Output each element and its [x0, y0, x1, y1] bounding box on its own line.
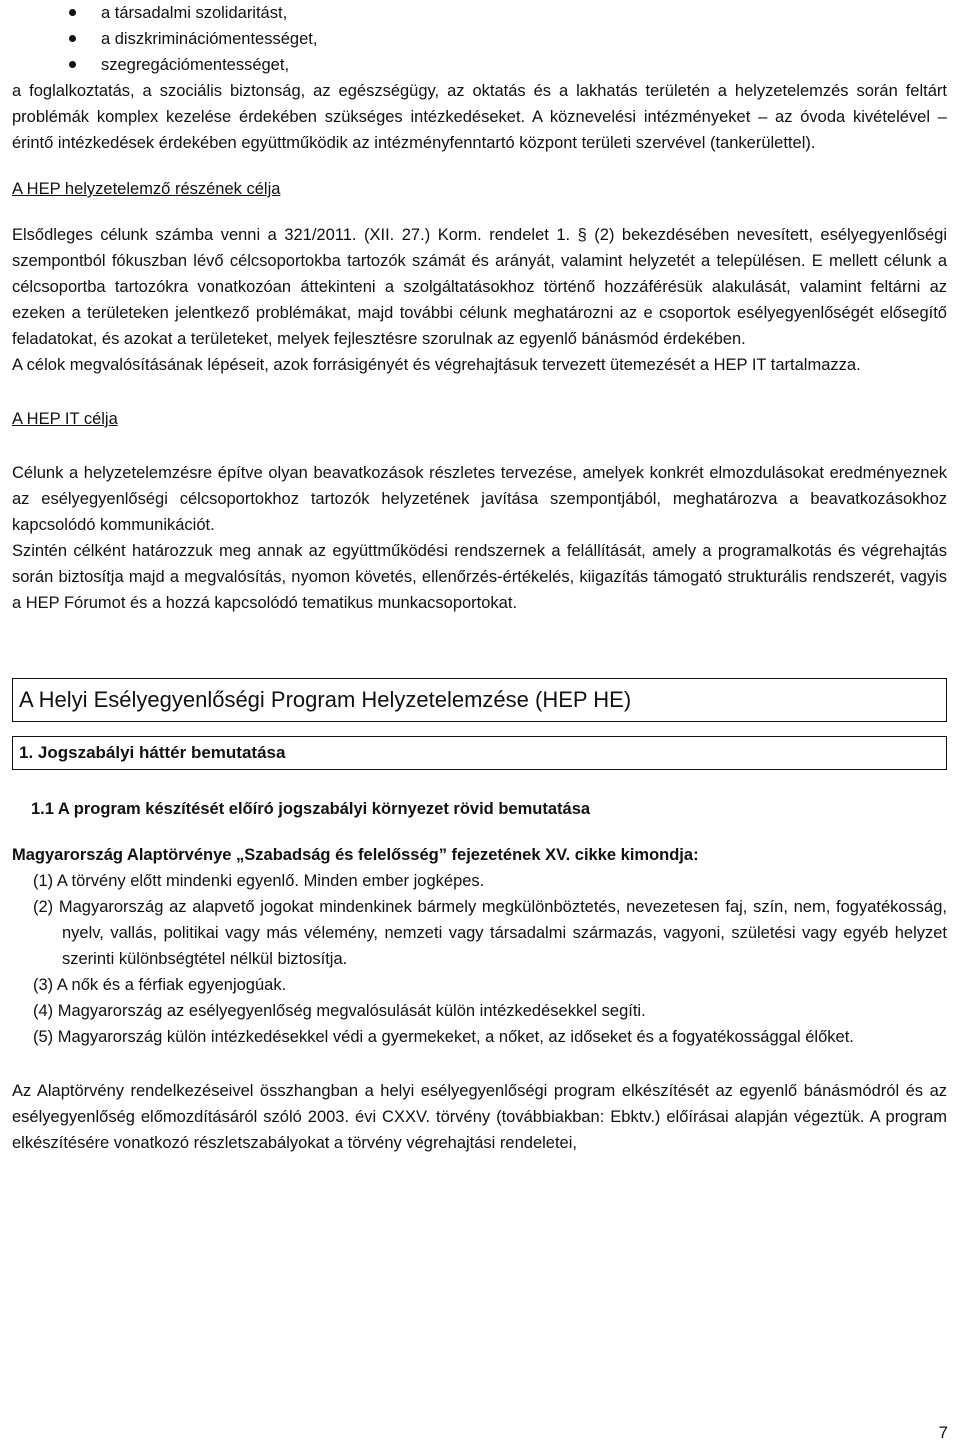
article-item: (5) Magyarország külön intézkedésekkel védi a gyermekeket, a nőket, az időseket és a fogyatékossággal élőket.	[33, 1028, 854, 1046]
subsection-heading: 1.1 A program készítését előíró jogszabályi környezet rövid bemutatása	[31, 800, 591, 818]
paragraph: Elsődleges célunk számba venni a 321/2011. (XII. 27.) Korm. rendelet 1. § (2) bekezdésében nevesített, esélyegyenlőségi szempontból fókuszban lévő célcsoportokba tartozók számát és arányát, valamint helyzetét a településen. E mellett célunk a célcsoportba tartozókra vonatkozóan áttekinteni a szolgáltatásokhoz történő hozzáférésük alakulását, valamint feltárni az ezeken a területeken jelentkező problémákat, majd további célunk meghatározni az e csoportok esélyegyenlőségét elősegítő feladatokat, és azokat a területeket, melyek fejlesztésre szorulnak az egyenlő bánásmód érdekében.	[12, 226, 947, 348]
section-heading-it-goal: A HEP IT célja	[12, 410, 118, 428]
paragraph: A célok megvalósításának lépéseit, azok forrásigényét és végrehajtásuk tervezett ütemezését a HEP IT tartalmazza.	[12, 356, 861, 374]
alaptorveny-intro: Magyarország Alaptörvénye „Szabadság és felelősség” fejezetének XV. cikke kimondja:	[12, 846, 699, 864]
article-list	[12, 868, 947, 1050]
main-title-box: A Helyi Esélyegyenlőségi Program Helyzetelemzése (HEP HE)	[12, 678, 947, 722]
paragraph: Az Alaptörvény rendelkezéseivel összhangban a helyi esélyegyenlőségi program elkészítését az egyenlő bánásmódról és az esélyegyenlőség előmozdításáról szóló 2003. évi CXXV. törvény (továbbiakban: Ebktv.) előírásai alapján végeztük. A program elkészítésére vonatkozó részletszabályokat a törvény végrehajtási rendeletei,	[12, 1082, 947, 1152]
bullet-item: szegregációmentességet,	[12, 52, 947, 78]
article-item: (1) A törvény előtt mindenki egyenlő. Minden ember jogképes.	[33, 872, 485, 890]
article-item: (4) Magyarország az esélyegyenlőség megvalósulását külön intézkedésekkel segíti.	[33, 1002, 646, 1020]
paragraph: Szintén célként határozzuk meg annak az együttműködési rendszernek a felállítását, amely a programalkotás és végrehajtás során biztosítja majd a megvalósítás, nyomon követés, ellenőrzés-értékelés, kiigazítás támogató strukturális rendszerét, vagyis a HEP Fórumot és a hozzá kapcsolódó tematikus munkacsoportokat.	[12, 542, 947, 612]
bullet-item: a diszkriminációmentességet,	[12, 26, 947, 52]
bullet-list	[12, 0, 947, 78]
page-number: 7	[938, 1423, 948, 1442]
paragraph: a foglalkoztatás, a szociális biztonság, az egészségügy, az oktatás és a lakhatás területén a helyzetelemzés során feltárt problémák komplex kezelése érdekében szükséges intézkedéseket. A köznevelési intézményeket – az óvoda kivételével – érintő intézkedések érdekében együttműködik az intézményfenntartó központ területi szervével (tankerülettel).	[12, 82, 947, 152]
article-item: (2) Magyarország az alapvető jogokat mindenkinek bármely megkülönböztetés, nevezetesen faj, szín, nem, fogyatékosság, nyelv, vallás, politikai vagy más vélemény, nemzeti vagy társadalmi származás, vagyoni, születési vagy egyéb helyzet szerinti különbségtétel nélkül biztosítja.	[33, 898, 947, 968]
bullet-item: a társadalmi szolidaritást,	[12, 0, 947, 26]
article-item: (3) A nők és a férfiak egyenjogúak.	[33, 976, 287, 994]
paragraph: Célunk a helyzetelemzésre építve olyan beavatkozások részletes tervezése, amelyek konkrét elmozdulásokat eredményeznek az esélyegyenlőségi célcsoportokhoz tartozók helyzetének javítása szempontjából, meghatározva a beavatkozásokhoz kapcsolódó kommunikációt.	[12, 464, 947, 534]
section-heading-he-goal: A HEP helyzetelemző részének célja	[12, 180, 281, 198]
section-title-box: 1. Jogszabályi háttér bemutatása	[12, 736, 947, 770]
document-page	[12, 0, 947, 1156]
